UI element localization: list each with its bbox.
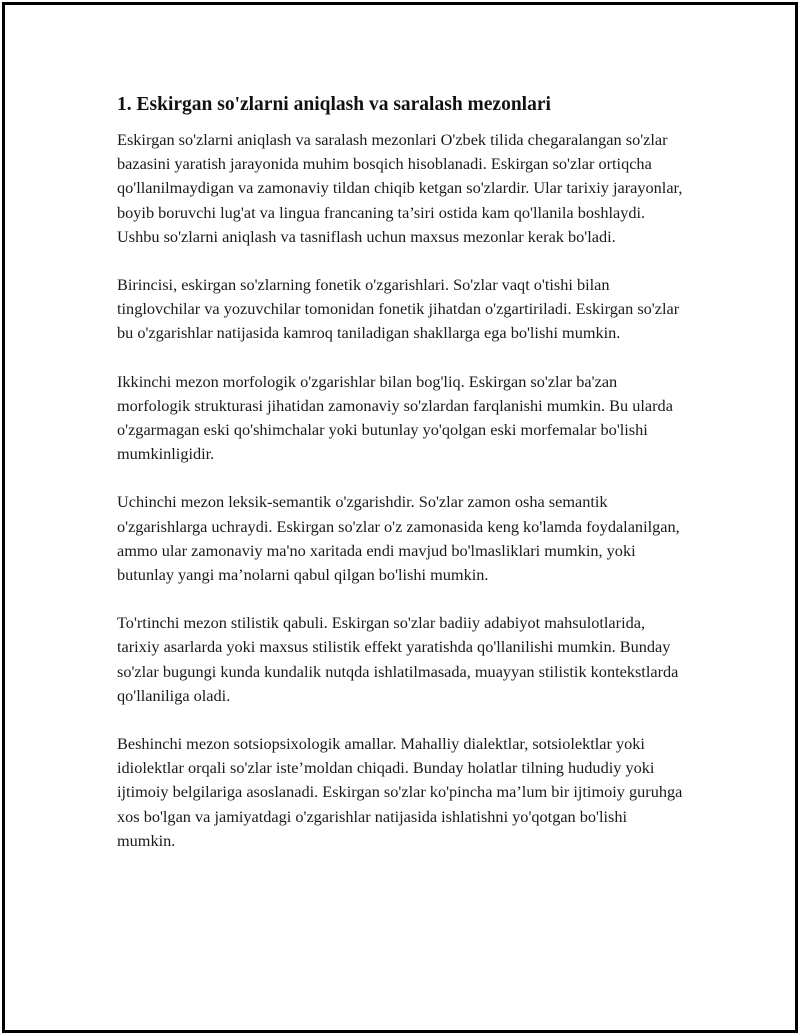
- paragraph-intro: Eskirgan so'zlarni aniqlash va saralash mezonlari O'zbek tilida chegaralangan so'zlar bazasini yaratish jarayonida muhim bosqich hisoblanadi. Eskirgan so'zlar ortiqcha qo'llanilmaydigan va zamonaviy tildan chiqib ketgan so'zlardir. Ular tarixiy jarayonlar, boyib boruvchi lug'at va lingua francaning ta’siri ostida kam qo'llanila boshlaydi. Ushbu so'zlarni aniqlash va tasniflash uchun maxsus mezonlar kerak bo'ladi.: [117, 130, 683, 246]
- paragraph-morphological-criterion: Ikkinchi mezon morfologik o'zgarishlar bilan bog'liq. Eskirgan so'zlar ba'zan morfologik strukturasi jihatidan zamonaviy so'zlardan farqlanishi mumkin. Bu ularda o'zgarmagan eski qo'shimchalar yoki butunlay yo'qolgan eski morfemalar bo'lishi mumkinligidir.: [117, 371, 673, 464]
- paragraph-phonetic-criterion: Birincisi, eskirgan so'zlarning fonetik o'zgarishlari. So'zlar vaqt o'tishi bilan tinglovchilar va yozuvchilar tomonidan fonetik jihatdan o'zgartiriladi. Eskirgan so'zlar bu o'zgarishlar natijasida kamroq taniladigan shakllarga ega bo'lishi mumkin.: [117, 275, 680, 343]
- document-body: [117, 92, 687, 877]
- paragraph-stylistic-criterion: To'rtinchi mezon stilistik qabuli. Eskirgan so'zlar badiiy adabiyot mahsulotlarida, tarixiy asarlarda yoki maxsus stilistik effekt yaratishda qo'llanilishi mumkin. Bunday so'zlar bugungi kunda kundalik nutqda ishlatilmasada, muayyan stilistik kontekstlarda qo'llaniliga oladi.: [117, 613, 679, 705]
- paragraph-lexical-semantic-criterion: Uchinchi mezon leksik-semantik o'zgarishdir. So'zlar zamon osha semantik o'zgarishlarga uchraydi. Eskirgan so'zlar o'z zamonasida keng ko'lamda foydalanilgan, ammo ular zamonaviy ma'no xaritada endi mavjud bo'lmasliklari mumkin, yoki butunlay yangi ma’nolarni qabul qilgan bo'lishi mumkin.: [117, 492, 680, 585]
- section-heading: 1. Eskirgan so'zlarni aniqlash va saralash mezonlari: [117, 94, 551, 115]
- paragraph-sociopsychological-criterion: Beshinchi mezon sotsiopsixologik amallar. Mahalliy dialektlar, sotsiolektlar yoki idiolektlar orqali so'zlar iste’moldan chiqadi. Bunday holatlar tilning hududiy yoki ijtimoiy belgilariga asoslanadi. Eskirgan so'zlar ko'pincha ma’lum bir ijtimoiy guruhga xos bo'lgan va jamiyatdagi o'zgarishlar natijasida ishlatishni yo'qotgan bo'lishi mumkin.: [117, 734, 683, 850]
